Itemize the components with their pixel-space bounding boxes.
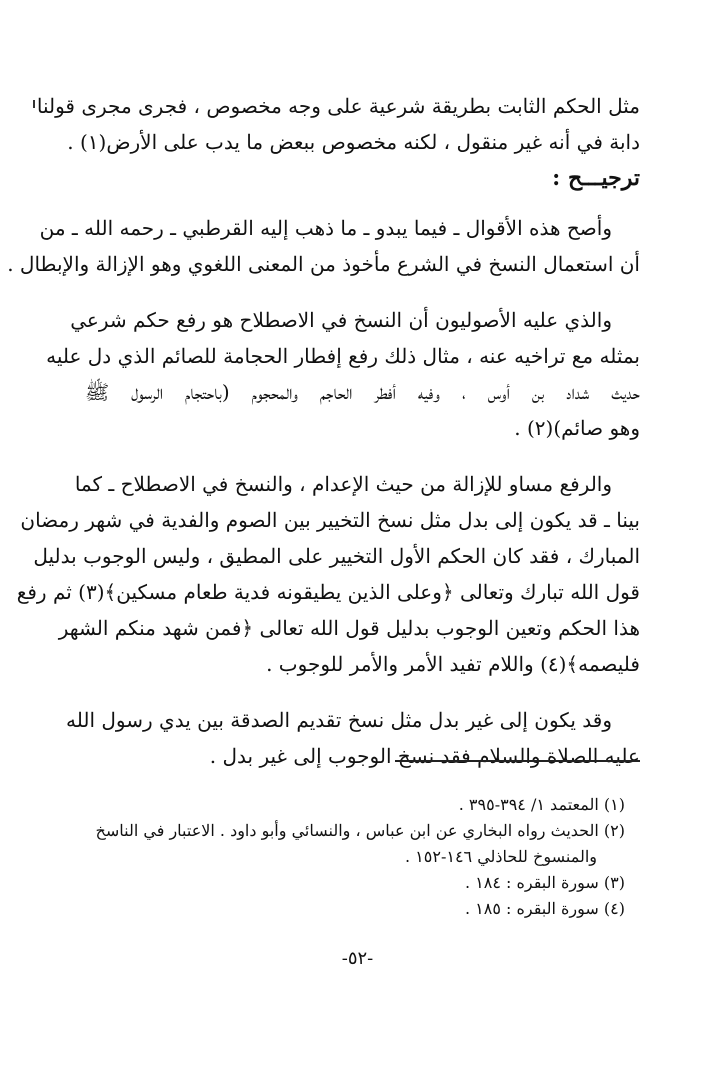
text-line: المبارك ، فقد كان الحكم الأول التخيير على المطيق ، وليس الوجوب بدليل <box>33 544 640 568</box>
text-line: حديث شداد بن أوس ، وفيه أفطر الحاجم والمحجوم (باحتجام الرسول ﷺ <box>85 380 641 404</box>
text-line: أن استعمال النسخ في الشرع مأخوذ من المعنى اللغوي وهو الإزالة والإبطال . <box>7 252 640 276</box>
text-line: قول الله تبارك وتعالى ﴿وعلى الذين يطيقونه فدية طعام مسكين﴾(٣) ثم رفع <box>16 580 640 604</box>
text-line: وهو صائم)(٢) . <box>514 416 640 440</box>
text-line: عليه الصلاة والسلام فقد نسخ الوجوب إلى غير بدل . <box>209 744 640 768</box>
text-line: فليصمه﴾(٤) واللام تفيد الأمر والأمر للوجوب . <box>266 652 640 676</box>
text-line: وقد يكون إلى غير بدل مثل نسخ تقديم الصدقة بين يدي رسول الله <box>66 708 612 732</box>
margin-mark <box>33 100 35 108</box>
footnote-continuation: والمنسوخ للحاذلي ١٤٦-١٥٢ . <box>404 847 597 866</box>
page-number: -٥٢- <box>341 948 374 969</box>
text-line: بينا ـ قد يكون إلى بدل مثل نسخ التخيير بين الصوم والفدية في شهر رمضان <box>20 508 640 532</box>
footnote: (٢) الحديث رواه البخاري عن ابن عباس ، والنسائي وأبو داود . الاعتبار في الناسخ <box>95 821 625 840</box>
footnotes <box>85 792 625 922</box>
main-text <box>7 88 641 774</box>
text-line: وأصح هذه الأقوال ـ فيما يبدو ـ ما ذهب إليه القرطبي ـ رحمه الله ـ من <box>39 216 612 240</box>
text-line: مثل الحكم الثابت بطريقة شرعية على وجه مخصوص ، فجرى مجرى قولنا <box>36 94 640 118</box>
footnote-separator <box>395 760 640 762</box>
section-heading: ترجيـــح : <box>552 165 640 191</box>
text-line: هذا الحكم وتعين الوجوب بدليل قول الله تعالى ﴿فمن شهد منكم الشهر <box>58 616 640 640</box>
text-line: والذي عليه الأصوليون أن النسخ في الاصطلاح هو رفع حكم شرعي <box>70 308 612 332</box>
footnote: (٤) سورة البقره : ١٨٥ . <box>464 899 625 918</box>
footnote: (١) المعتمد ١/ ٣٩٤-٣٩٥ . <box>458 795 625 814</box>
text-line: والرفع مساو للإزالة من حيث الإعدام ، والنسخ في الاصطلاح ـ كما <box>74 472 612 496</box>
footnote: (٣) سورة البقره : ١٨٤ . <box>464 873 625 892</box>
text-line: دابة في أنه غير منقول ، لكنه مخصوص ببعض ما يدب على الأرض(١) . <box>67 130 640 154</box>
text-line: بمثله مع تراخيه عنه ، مثال ذلك رفع إفطار الحجامة للصائم الذي دل عليه <box>46 344 640 368</box>
